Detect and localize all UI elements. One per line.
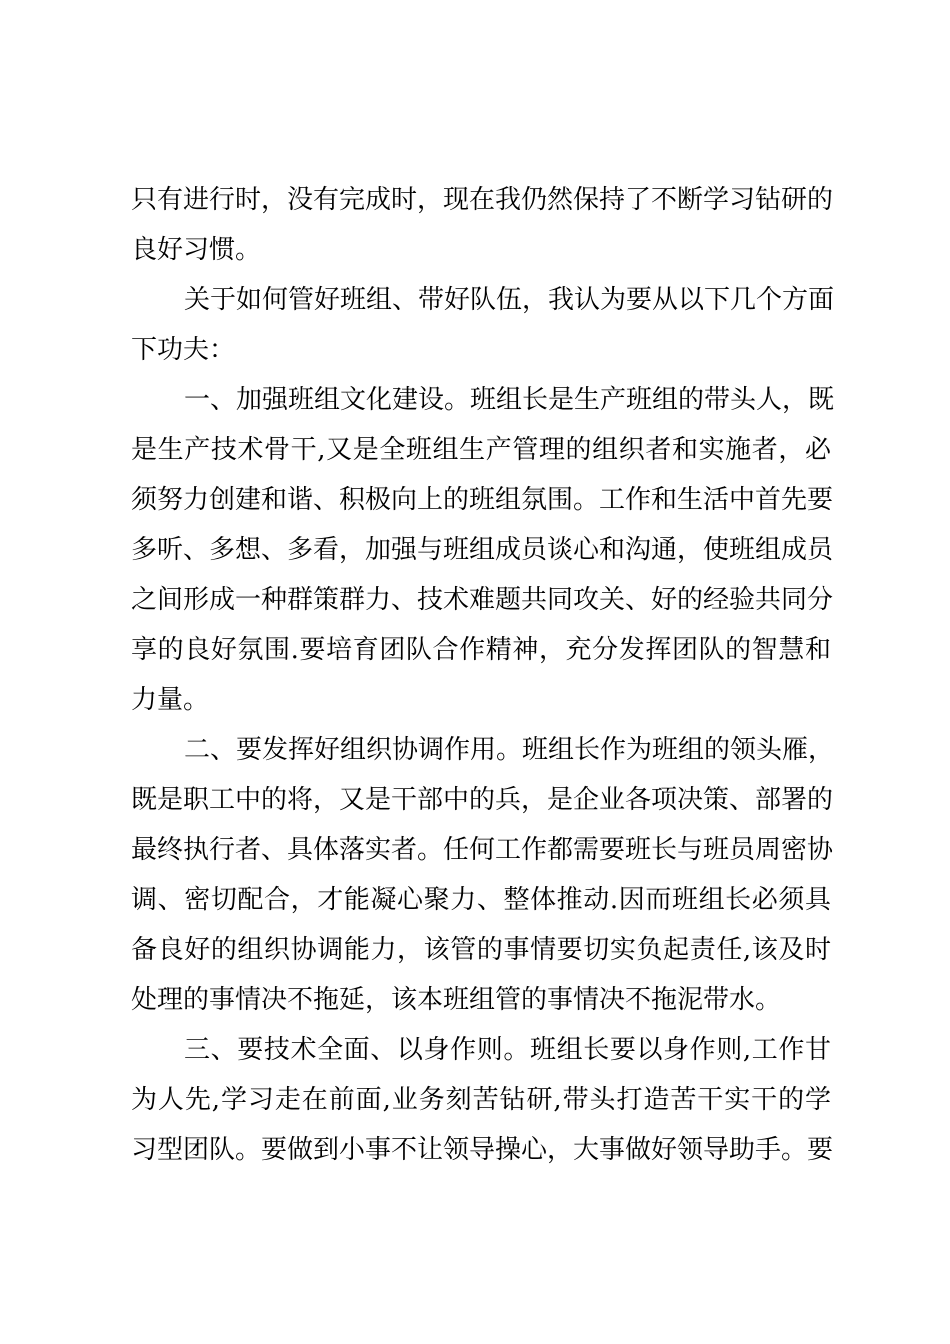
- section-heading-2: 二、要发挥好组织协调作用。: [184, 735, 523, 765]
- section-heading-3: 三、要技术全面、以身作则。: [184, 1035, 530, 1065]
- text-span: 班组长要以身作则,工作甘: [529, 1035, 831, 1065]
- text-line: 既是职工中的将，又是干部中的兵，是企业各项决策、部署的: [131, 785, 834, 815]
- text-line: 良好习惯。: [131, 235, 262, 265]
- text-line: 习型团队。要做到小事不让领导操心，大事做好领导助手。要: [131, 1135, 834, 1165]
- text-span: 班组长作为班组的领头雁，: [522, 735, 835, 765]
- text-line: 之间形成一种群策群力、技术难题共同攻关、好的经验共同分: [131, 585, 834, 615]
- text-line: 最终执行者、具体落实者。任何工作都需要班长与班员周密协: [131, 835, 834, 865]
- section-heading-line-3: [131, 1025, 831, 1075]
- text-line: 只有进行时，没有完成时，现在我仍然保持了不断学习钻研的: [131, 185, 834, 215]
- text-span: 班组长是生产班组的带头人，既: [470, 385, 835, 415]
- section-heading-1: 一、加强班组文化建设。: [184, 385, 471, 415]
- section-heading-line-2: [131, 725, 835, 775]
- section-heading-line-1: [131, 375, 835, 425]
- text-line: 为人先,学习走在前面,业务刻苦钻研,带头打造苦干实干的学: [131, 1085, 831, 1115]
- text-line: 享的良好氛围.要培育团队合作精神，充分发挥团队的智慧和: [131, 635, 831, 665]
- text-line: 须努力创建和谐、积极向上的班组氛围。工作和生活中首先要: [131, 485, 834, 515]
- text-line: 力量。: [131, 685, 210, 715]
- text-line: 备良好的组织协调能力，该管的事情要切实负起责任,该及时: [131, 935, 831, 965]
- text-line: 调、密切配合，才能凝心聚力、整体推动.因而班组长必须具: [131, 885, 831, 915]
- text-line: 处理的事情决不拖延，该本班组管的事情决不拖泥带水。: [131, 985, 782, 1015]
- text-line: 关于如何管好班组、带好队伍，我认为要从以下几个方面: [184, 285, 835, 315]
- text-line: 是生产技术骨干,又是全班组生产管理的组织者和实施者，必: [131, 435, 831, 465]
- text-line: 下功夫：: [131, 335, 236, 365]
- text-line: 多听、多想、多看，加强与班组成员谈心和沟通，使班组成员: [131, 535, 834, 565]
- body-text: [131, 175, 835, 1175]
